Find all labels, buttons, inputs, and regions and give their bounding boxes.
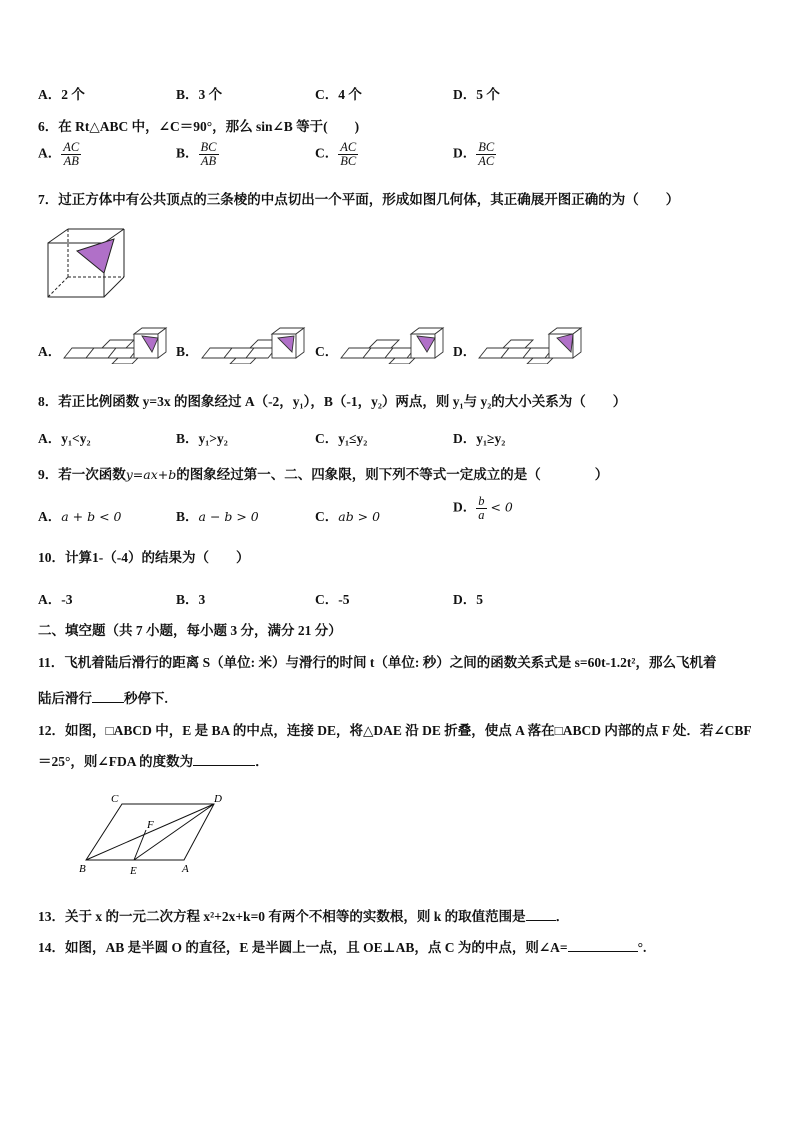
q9-option-b: B．a − b > 0 xyxy=(176,509,259,524)
q5-option-d: D．5 个 xyxy=(453,87,500,102)
q7-option-a-net xyxy=(62,324,170,364)
q13-answer-blank[interactable] xyxy=(526,908,556,921)
q7-option-c-net xyxy=(339,324,447,364)
q12-label-e: E xyxy=(130,865,137,877)
q12-label-c: C xyxy=(111,793,119,805)
q9-option-d: D． $\frac{b}{a}$ < 0 xyxy=(453,494,513,522)
q11-answer-blank[interactable] xyxy=(92,690,124,703)
q10-option-a: A．-3 xyxy=(38,592,73,607)
q5-option-b: B．3 个 xyxy=(176,87,223,102)
q6-stem: 6．在 Rt△ABC 中，∠C＝90°，那么 sin∠B 等于( ) xyxy=(38,119,360,134)
q7-option-d-label: D． xyxy=(453,344,477,359)
q5-option-a: A．2 个 xyxy=(38,87,85,102)
q8-stem: 8．若正比例函数 y=3x 的图象经过 A（-2，y₁），B（-1，y₂）两点，则 y₁与 y₂的大小关系为（ ） xyxy=(38,394,627,409)
q9-function: y=ax+b xyxy=(125,467,177,482)
q12-label-d: D xyxy=(214,793,222,805)
q8-option-b: B．y₁>y₂ xyxy=(176,431,228,446)
q7-option-b-label: B． xyxy=(176,344,199,359)
q7-option-d-net xyxy=(477,324,585,364)
q6-option-a: A． $\frac{AC}{AB}$ xyxy=(38,140,80,168)
q6-option-c: C． $\frac{AC}{BC}$ xyxy=(315,140,357,168)
q12-label-f: F xyxy=(147,819,154,831)
q7-option-a-label: A． xyxy=(38,344,62,359)
q14-answer-blank[interactable] xyxy=(568,939,638,952)
q5-option-c: C．4 个 xyxy=(315,87,362,102)
q12-parallelogram-figure xyxy=(74,790,234,880)
q12-label-b: B xyxy=(79,863,86,875)
q9-option-a: A．a + b < 0 xyxy=(38,509,122,524)
q8-option-d: D．y₁≥y₂ xyxy=(453,431,506,446)
q13-stem: 13．关于 x 的一元二次方程 x²+2x+k=0 有两个不相等的实数根，则 k 的取值范围是 ． xyxy=(38,909,570,924)
q12-line2: ＝25°，则∠FDA 的度数为 ． xyxy=(38,754,269,769)
section-heading-fill-in: 二、填空题（共 7 小题，每小题 3 分，满分 21 分） xyxy=(38,623,342,638)
q12-line1: 12．如图，□ABCD 中，E 是 BA 的中点，连接 DE，将△DAE 沿 DE 折叠，使点 A 落在□ABCD 内部的点 F 处．若∠CBF xyxy=(38,723,752,738)
q10-option-b: B．3 xyxy=(176,592,206,607)
q6-option-d: D． $\frac{BC}{AC}$ xyxy=(453,140,495,168)
q10-option-c: C．-5 xyxy=(315,592,350,607)
q12-answer-blank[interactable] xyxy=(193,753,255,766)
q7-option-c-label: C． xyxy=(315,344,339,359)
q6-option-b: B． $\frac{BC}{AB}$ xyxy=(176,140,217,168)
q7-option-b-net xyxy=(200,324,308,364)
q7-stem: 7．过正方体中有公共顶点的三条棱的中点切出一个平面，形成如图几何体，其正确展开图正确的为（ ） xyxy=(38,192,680,207)
q9-option-c: C．ab > 0 xyxy=(315,509,381,524)
q11-line1: 11．飞机着陆后滑行的距离 S（单位: 米）与滑行的时间 t（单位: 秒）之间的函数关系式是 s=60t-1.2t²，那么飞机着 xyxy=(38,655,717,670)
q11-line2: 陆后滑行 秒停下. xyxy=(38,691,168,706)
q14-stem: 14．如图，AB 是半圆 O 的直径，E 是半圆上一点，且 OE⊥AB，点 C 为的中点，则∠A= °. xyxy=(38,940,647,955)
q8-option-a: A．y₁<y₂ xyxy=(38,431,91,446)
q9-stem: 9．若一次函数y=ax+b的图象经过第一、二、四象限，则下列不等式一定成立的是（ ） xyxy=(38,467,609,482)
q8-option-c: C．y₁≤y₂ xyxy=(315,431,368,446)
q12-label-a: A xyxy=(182,863,189,875)
q7-cube-figure xyxy=(44,225,129,301)
q10-option-d: D．5 xyxy=(453,592,483,607)
q10-stem: 10．计算1-（-4）的结果为（ ） xyxy=(38,550,250,565)
